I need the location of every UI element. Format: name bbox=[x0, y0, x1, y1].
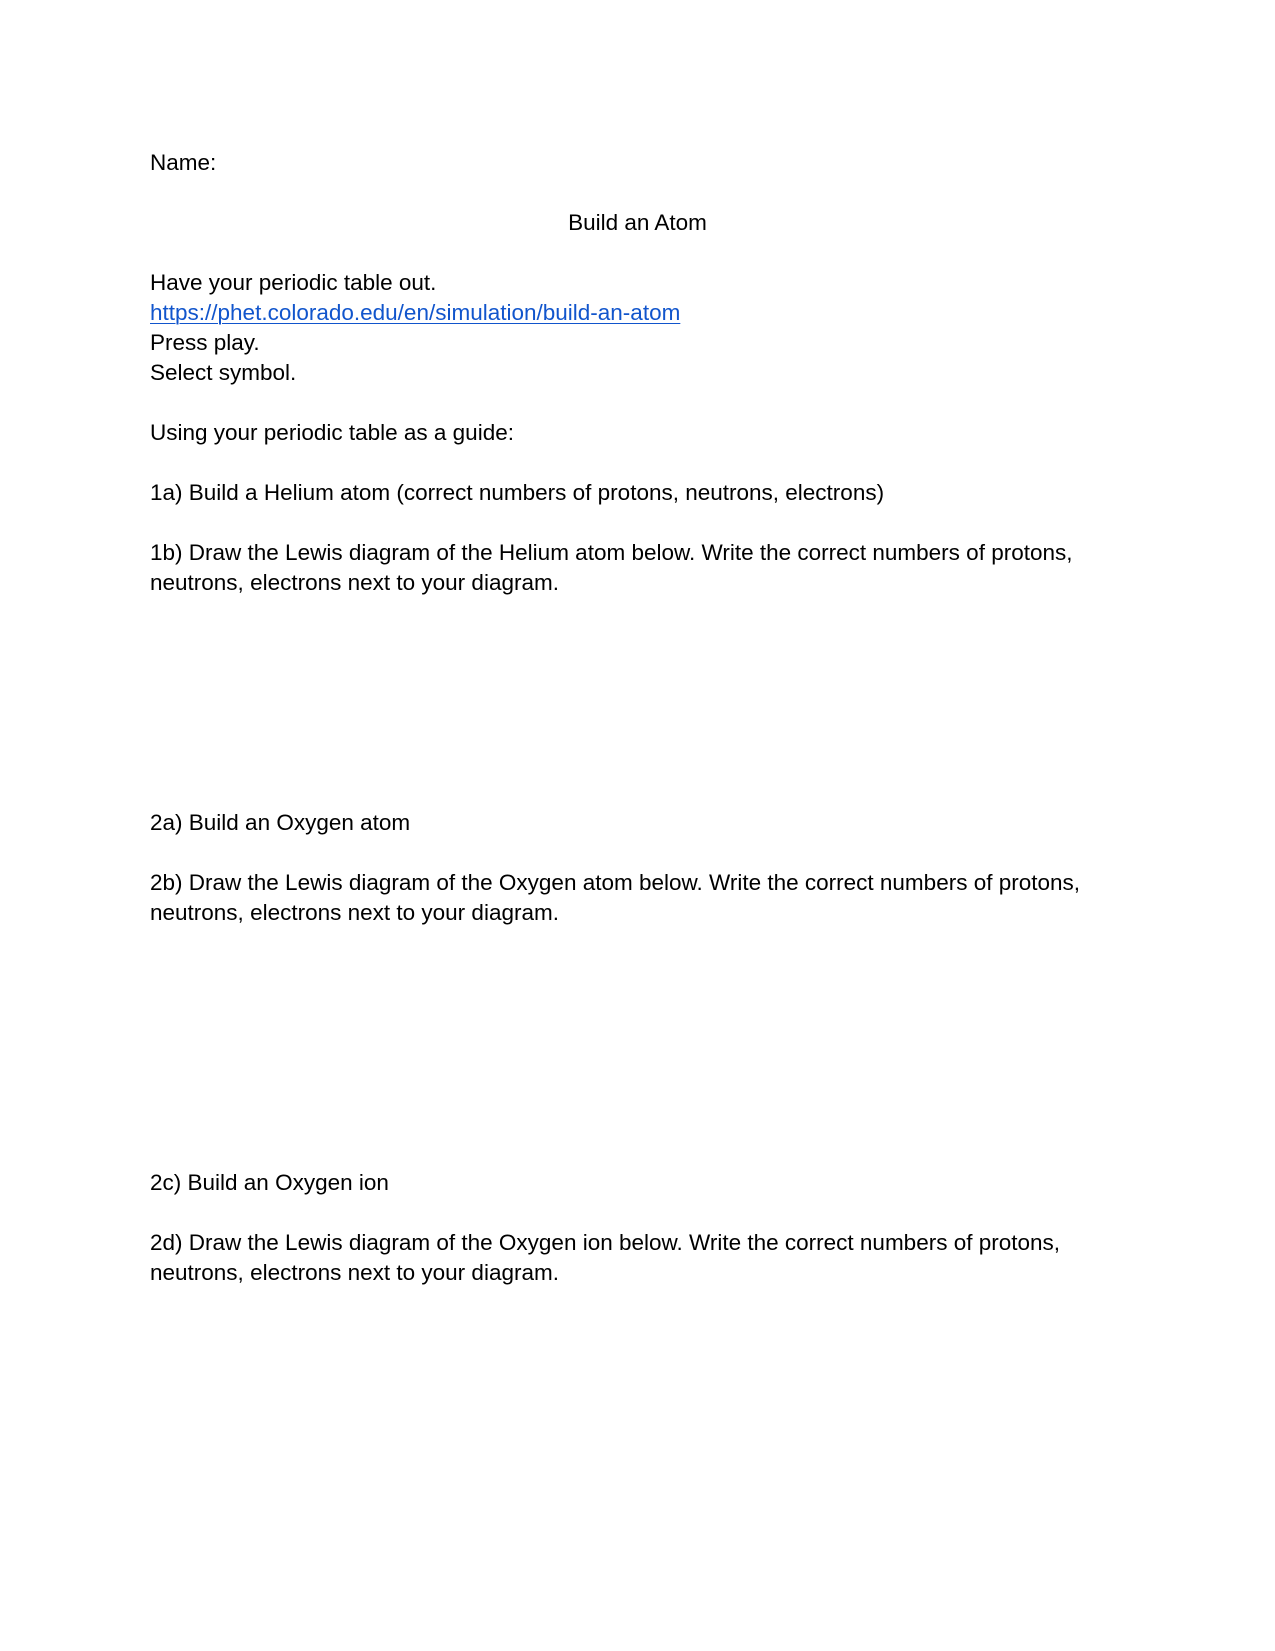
question-2b-line2: neutrons, electrons next to your diagram. bbox=[150, 900, 559, 925]
question-2c: 2c) Build an Oxygen ion bbox=[150, 1170, 389, 1195]
simulation-link-line bbox=[150, 298, 680, 328]
question-1b-line2: neutrons, electrons next to your diagram. bbox=[150, 570, 559, 595]
question-2a: 2a) Build an Oxygen atom bbox=[150, 810, 411, 835]
question-2d-line2: neutrons, electrons next to your diagram. bbox=[150, 1260, 559, 1285]
page-title: Build an Atom bbox=[568, 210, 707, 235]
question-1b-line1: 1b) Draw the Lewis diagram of the Helium atom below. Write the correct numbers of protons, bbox=[150, 540, 1073, 565]
guide-instruction: Using your periodic table as a guide: bbox=[150, 420, 514, 445]
intro-press-play: Press play. bbox=[150, 330, 260, 355]
question-2b-line1: 2b) Draw the Lewis diagram of the Oxygen atom below. Write the correct numbers of protons, bbox=[150, 870, 1081, 895]
simulation-link[interactable]: https://phet.colorado.edu/en/simulation/build-an-atom bbox=[150, 300, 681, 325]
name-label: Name: bbox=[150, 150, 217, 175]
question-1a: 1a) Build a Helium atom (correct numbers of protons, neutrons, electrons) bbox=[150, 480, 885, 505]
intro-select-symbol: Select symbol. bbox=[150, 360, 297, 385]
intro-periodic-table: Have your periodic table out. bbox=[150, 270, 437, 295]
question-2d-line1: 2d) Draw the Lewis diagram of the Oxygen ion below. Write the correct numbers of protons, bbox=[150, 1230, 1061, 1255]
